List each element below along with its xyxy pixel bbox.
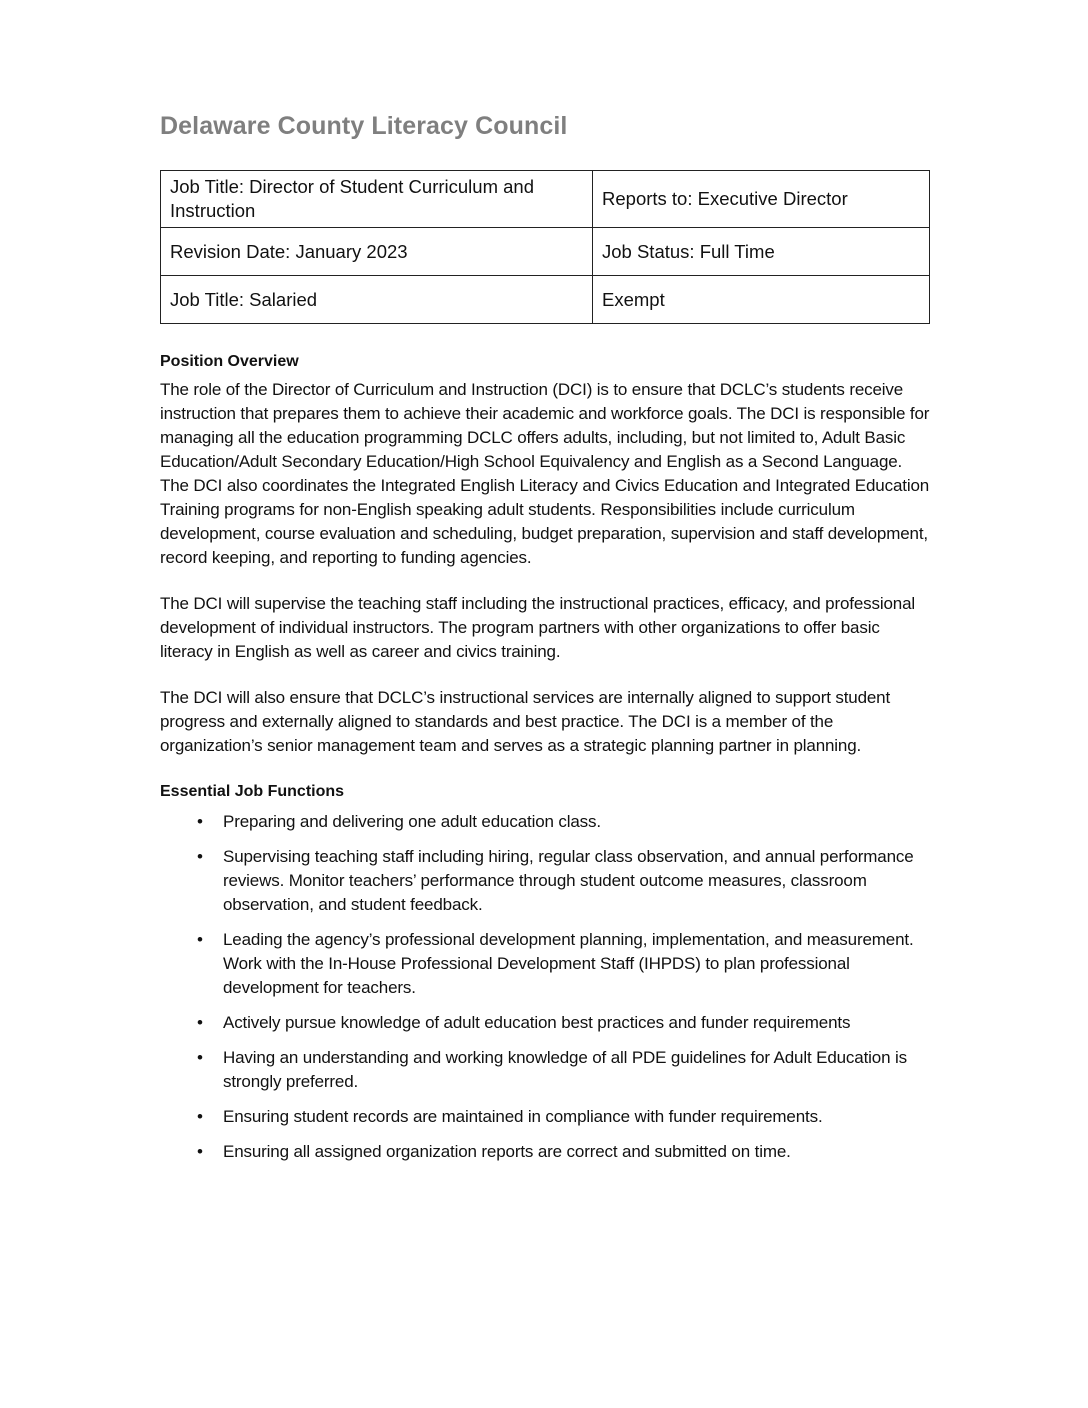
overview-paragraph: The DCI will supervise the teaching staff including the instructional practices, efficacy, and professional development of individual instructors. The program partners with other organizations to offer basic literacy in English as well as career and civics training. <box>160 594 916 661</box>
bullet-icon: • <box>197 847 203 866</box>
bullet-icon: • <box>197 1048 203 1067</box>
organization-title: Delaware County Literacy Council <box>160 112 568 140</box>
job-info-table <box>160 170 930 324</box>
exempt-status-cell: Exempt <box>593 276 930 324</box>
bullet-icon: • <box>197 1142 203 1161</box>
bullet-icon: • <box>197 930 203 949</box>
revision-date-cell: Revision Date: January 2023 <box>161 228 593 276</box>
list-item-text: Having an understanding and working knowledge of all PDE guidelines for Adult Education is strongly preferred. <box>223 1048 907 1091</box>
essential-functions-list <box>160 810 930 1164</box>
bullet-icon: • <box>197 1013 203 1032</box>
table-row <box>161 171 930 228</box>
bullet-icon: • <box>197 1107 203 1126</box>
list-item <box>160 1011 930 1035</box>
bullet-icon: • <box>197 812 203 831</box>
document-page <box>160 104 930 1175</box>
list-item <box>160 1140 930 1164</box>
overview-paragraph: The role of the Director of Curriculum and Instruction (DCI) is to ensure that DCLC’s students receive instruction that prepares them to achieve their academic and workforce goals. The DCI is responsible for managing all the education programming DCLC offers adults, including, but not limited to, Adult Basic Education/Adult Secondary Education/High School Equivalency and English as a Second Language. The DCI also coordinates the Integrated English Literacy and Civics Education and Integrated Education Training programs for non-English speaking adult students. Responsibilities include curriculum development, course evaluation and scheduling, budget preparation, supervision and staff development, record keeping, and reporting to funding agencies. <box>160 380 930 567</box>
list-item-text: Supervising teaching staff including hiring, regular class observation, and annual performance reviews. Monitor teachers’ performance through student outcome measures, classroom observation, and student feedback. <box>223 847 914 914</box>
list-item-text: Preparing and delivering one adult education class. <box>223 812 601 831</box>
table-row <box>161 228 930 276</box>
list-item <box>160 928 930 1000</box>
position-overview-heading: Position Overview <box>160 353 299 370</box>
essential-functions-heading: Essential Job Functions <box>160 783 345 800</box>
list-item <box>160 845 930 917</box>
list-item-text: Ensuring all assigned organization reports are correct and submitted on time. <box>223 1142 791 1161</box>
list-item-text: Leading the agency’s professional development planning, implementation, and measurement. Work with the In-House Professional Development Staff (IHPDS) to plan professional development for teachers. <box>223 930 914 997</box>
list-item <box>160 810 930 834</box>
overview-paragraph: The DCI will also ensure that DCLC’s instructional services are internally aligned to support student progress and externally aligned to standards and best practice. The DCI is a member of the organization’s senior management team and serves as a strategic planning partner in planning. <box>160 688 891 755</box>
list-item <box>160 1046 930 1094</box>
table-row <box>161 276 930 324</box>
list-item <box>160 1105 930 1129</box>
job-title-cell: Job Title: Director of Student Curriculum and Instruction <box>161 171 593 228</box>
reports-to-cell: Reports to: Executive Director <box>593 171 930 228</box>
job-status-cell: Job Status: Full Time <box>593 228 930 276</box>
salary-type-cell: Job Title: Salaried <box>161 276 593 324</box>
list-item-text: Actively pursue knowledge of adult education best practices and funder requirements <box>223 1013 851 1032</box>
list-item-text: Ensuring student records are maintained in compliance with funder requirements. <box>223 1107 823 1126</box>
